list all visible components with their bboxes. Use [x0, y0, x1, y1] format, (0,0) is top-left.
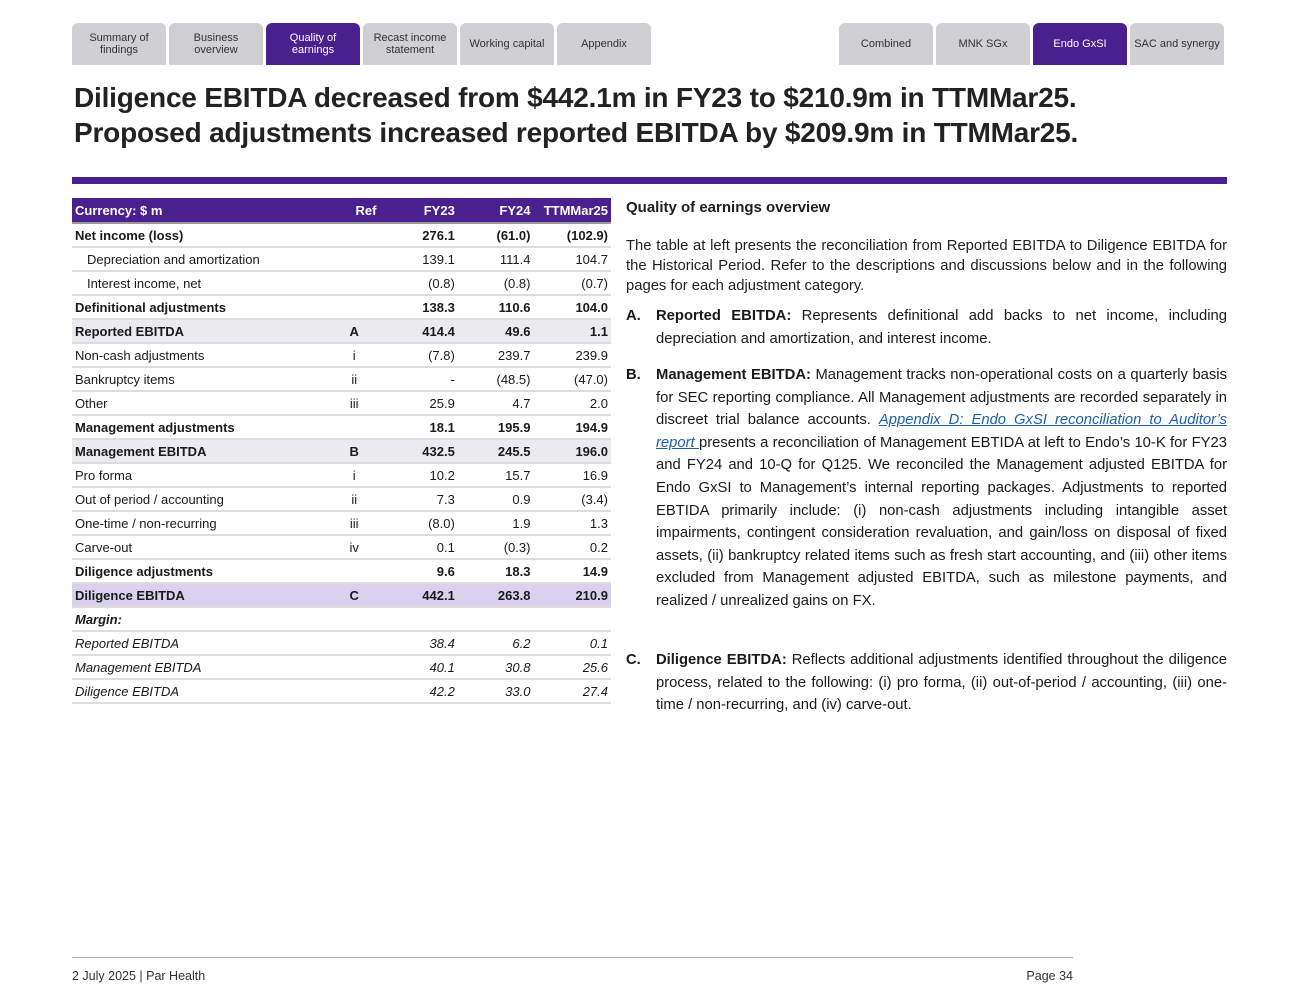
- row-value-fy23: 9.6: [379, 559, 457, 583]
- row-value-fy24: 6.2: [458, 631, 534, 655]
- commentary-heading: Quality of earnings overview: [626, 199, 831, 216]
- row-value-ttmmar25: 14.9: [533, 559, 611, 583]
- row-label: Management adjustments: [72, 415, 329, 439]
- entity-tabs: [839, 23, 1224, 65]
- row-value-fy23: 432.5: [379, 439, 457, 463]
- row-label: One-time / non-recurring: [72, 511, 329, 535]
- row-ref: [329, 415, 379, 439]
- row-value-ttmmar25: 196.0: [533, 439, 611, 463]
- column-header-ref: Ref: [329, 198, 379, 223]
- row-ref: [329, 271, 379, 295]
- table-row: [72, 271, 611, 295]
- row-value-fy23: (0.8): [379, 271, 457, 295]
- table-row: [72, 487, 611, 511]
- row-value-fy24: 245.5: [458, 439, 534, 463]
- row-value-fy23: -: [379, 367, 457, 391]
- row-value-fy24: 4.7: [458, 391, 534, 415]
- row-ref: [329, 607, 379, 631]
- row-value-ttmmar25: (47.0): [533, 367, 611, 391]
- row-value-fy24: (0.8): [458, 271, 534, 295]
- row-value-fy24: 49.6: [458, 319, 534, 343]
- table-row: [72, 295, 611, 319]
- row-value-fy23: 139.1: [379, 247, 457, 271]
- item-letter: A.: [626, 308, 641, 324]
- item-letter: C.: [626, 652, 641, 668]
- row-value-fy24: 30.8: [458, 655, 534, 679]
- row-ref: [329, 559, 379, 583]
- item-body: [656, 305, 1227, 350]
- row-value-fy23: 42.2: [379, 679, 457, 703]
- row-value-fy23: 138.3: [379, 295, 457, 319]
- row-ref: [329, 655, 379, 679]
- item-lead: Diligence EBITDA:: [656, 652, 787, 668]
- tab-working-capital[interactable]: Working capital: [460, 23, 554, 65]
- row-value-fy24: 239.7: [458, 343, 534, 367]
- table-row: [72, 631, 611, 655]
- table-row: [72, 367, 611, 391]
- tab-endo-gxsi[interactable]: Endo GxSI: [1033, 23, 1127, 65]
- title-divider: [72, 177, 1227, 184]
- item-text: Reflects additional adjustments identified throughout the diligence process, related to the following: (i) pro forma, (ii) out-of-period / accounting, (iii) one-time / non-recurring, and (iv) carve-out.: [656, 652, 1227, 714]
- row-value-ttmmar25: 104.0: [533, 295, 611, 319]
- table-row: [72, 583, 611, 607]
- table-row: [72, 391, 611, 415]
- row-value-fy24: 0.9: [458, 487, 534, 511]
- row-label: Reported EBITDA: [72, 319, 329, 343]
- table-row: [72, 463, 611, 487]
- row-label: Pro forma: [72, 463, 329, 487]
- row-value-fy24: [458, 607, 534, 631]
- table-row: [72, 655, 611, 679]
- row-value-fy24: 195.9: [458, 415, 534, 439]
- table-row: [72, 511, 611, 535]
- row-value-fy23: 38.4: [379, 631, 457, 655]
- column-header-fy23: FY23: [379, 198, 457, 223]
- row-value-ttmmar25: 210.9: [533, 583, 611, 607]
- row-value-fy24: 111.4: [458, 247, 534, 271]
- row-value-ttmmar25: 16.9: [533, 463, 611, 487]
- appendix-d-link[interactable]: Appendix D: Endo GxSI reconciliation to Auditor’s report: [656, 412, 1228, 451]
- row-ref: B: [329, 439, 379, 463]
- row-value-fy23: 40.1: [379, 655, 457, 679]
- table-row: [72, 607, 611, 631]
- row-label: Definitional adjustments: [72, 295, 329, 319]
- row-label: Margin:: [72, 607, 329, 631]
- item-lead: Reported EBITDA:: [656, 308, 792, 324]
- row-ref: i: [329, 463, 379, 487]
- row-label: Carve-out: [72, 535, 329, 559]
- row-value-fy24: 18.3: [458, 559, 534, 583]
- row-ref: C: [329, 583, 379, 607]
- row-ref: iii: [329, 391, 379, 415]
- row-value-fy24: 1.9: [458, 511, 534, 535]
- row-value-ttmmar25: 27.4: [533, 679, 611, 703]
- commentary-item-b: [626, 364, 1227, 613]
- table-row: [72, 415, 611, 439]
- row-label: Out of period / accounting: [72, 487, 329, 511]
- tab-quality-of-earnings[interactable]: Quality of earnings: [266, 23, 360, 65]
- column-header-fy24: FY24: [458, 198, 534, 223]
- footer-page-number: Page 34: [1026, 969, 1073, 983]
- row-label: Diligence adjustments: [72, 559, 329, 583]
- row-value-fy24: 15.7: [458, 463, 534, 487]
- tab-mnk-sgx[interactable]: MNK SGx: [936, 23, 1030, 65]
- row-value-fy23: 10.2: [379, 463, 457, 487]
- row-label: Management EBITDA: [72, 655, 329, 679]
- row-value-fy23: 18.1: [379, 415, 457, 439]
- row-label: Net income (loss): [72, 223, 329, 247]
- table-body: [72, 223, 611, 703]
- footer-divider: [72, 957, 1073, 958]
- row-value-ttmmar25: 194.9: [533, 415, 611, 439]
- commentary-item-a: [626, 305, 1227, 350]
- row-label: Depreciation and amortization: [72, 247, 329, 271]
- page-title: [74, 80, 1234, 150]
- row-ref: iii: [329, 511, 379, 535]
- table-row: [72, 439, 611, 463]
- row-ref: i: [329, 343, 379, 367]
- row-value-ttmmar25: 0.1: [533, 631, 611, 655]
- row-ref: [329, 295, 379, 319]
- item-letter: B.: [626, 367, 641, 383]
- table-row: [72, 679, 611, 703]
- row-label: Diligence EBITDA: [72, 679, 329, 703]
- row-value-fy23: (7.8): [379, 343, 457, 367]
- tab-sac-and-synergy[interactable]: SAC and synergy: [1130, 23, 1224, 65]
- commentary-intro: The table at left presents the reconciliation from Reported EBITDA to Diligence EBITDA for the Historical Period. Refer to the descriptions and discussions below and in the following pages for each adjustment category.: [626, 238, 1227, 294]
- row-ref: [329, 631, 379, 655]
- row-label: Other: [72, 391, 329, 415]
- item-body: [656, 364, 1227, 613]
- row-ref: [329, 223, 379, 247]
- row-label: Management EBITDA: [72, 439, 329, 463]
- quality-of-earnings-table: [72, 198, 611, 704]
- table-row: [72, 223, 611, 247]
- tab-combined[interactable]: Combined: [839, 23, 933, 65]
- table-row: [72, 319, 611, 343]
- row-ref: A: [329, 319, 379, 343]
- row-value-fy24: (48.5): [458, 367, 534, 391]
- row-value-ttmmar25: 25.6: [533, 655, 611, 679]
- section-tabs: [72, 23, 651, 65]
- row-value-fy24: 110.6: [458, 295, 534, 319]
- row-ref: iv: [329, 535, 379, 559]
- row-value-fy23: (8.0): [379, 511, 457, 535]
- row-value-ttmmar25: (102.9): [533, 223, 611, 247]
- page-title-line-1: Diligence EBITDA decreased from $442.1m in FY23 to $210.9m in TTMMar25.: [74, 82, 1077, 113]
- table-row: [72, 535, 611, 559]
- row-ref: [329, 679, 379, 703]
- table-row: [72, 247, 611, 271]
- row-value-ttmmar25: 239.9: [533, 343, 611, 367]
- row-label: Bankruptcy items: [72, 367, 329, 391]
- row-value-ttmmar25: 104.7: [533, 247, 611, 271]
- tab-appendix[interactable]: Appendix: [557, 23, 651, 65]
- row-value-ttmmar25: 0.2: [533, 535, 611, 559]
- item-lead: Management EBITDA:: [656, 367, 811, 383]
- tab-business-overview[interactable]: Business overview: [169, 23, 263, 65]
- row-ref: ii: [329, 367, 379, 391]
- commentary-item-c: [626, 649, 1227, 717]
- row-value-ttmmar25: (3.4): [533, 487, 611, 511]
- tab-summary-of-findings[interactable]: Summary of findings: [72, 23, 166, 65]
- column-header-ttmmar25: TTMMar25: [533, 198, 611, 223]
- page-title-line-2: Proposed adjustments increased reported EBITDA by $209.9m in TTMMar25.: [74, 117, 1079, 148]
- row-label: Diligence EBITDA: [72, 583, 329, 607]
- row-ref: [329, 247, 379, 271]
- row-value-fy23: 276.1: [379, 223, 457, 247]
- table-row: [72, 559, 611, 583]
- row-value-fy23: 7.3: [379, 487, 457, 511]
- item-body: [656, 649, 1227, 717]
- row-value-ttmmar25: 1.3: [533, 511, 611, 535]
- row-value-fy23: [379, 607, 457, 631]
- row-ref: ii: [329, 487, 379, 511]
- item-text: Represents definitional add backs to net income, including depreciation and amortization, and interest income.: [656, 308, 1228, 347]
- tab-recast-income-statement[interactable]: Recast income statement: [363, 23, 457, 65]
- row-label: Non-cash adjustments: [72, 343, 329, 367]
- row-value-fy23: 0.1: [379, 535, 457, 559]
- row-value-ttmmar25: [533, 607, 611, 631]
- row-value-fy24: (61.0): [458, 223, 534, 247]
- row-value-fy23: 414.4: [379, 319, 457, 343]
- table-row: [72, 343, 611, 367]
- item-text-after: presents a reconciliation of Management EBTIDA at left to Endo’s 10-K for FY23 and FY24 and 10-Q for Q125. We reconciled the Management adjusted EBITDA for Endo GxSI to Management’s internal reporting packages. Adjustments to reported EBTIDA primarily include: (i) non-cash adjustments including intangible asset impairments, contingent consideration revaluation, and gain/loss on disposal of fixed assets, (ii) bankruptcy related items such as fresh start accounting, and (iii) other items excluded from Management adjusted EBITDA, such as milestone payments, and realized / unrealized gains on FX.: [656, 434, 1228, 609]
- row-value-fy24: 263.8: [458, 583, 534, 607]
- row-label: Interest income, net: [72, 271, 329, 295]
- column-header-currency: Currency: $ m: [72, 198, 329, 223]
- row-value-ttmmar25: (0.7): [533, 271, 611, 295]
- row-value-fy24: 33.0: [458, 679, 534, 703]
- item-text-before: Management tracks non-operational costs on a quarterly basis for SEC reporting compliance. All Management adjustments are recorded separately in discreet trial balance accounts.: [656, 367, 1227, 429]
- row-value-ttmmar25: 1.1: [533, 319, 611, 343]
- table-header-row: [72, 198, 611, 223]
- row-value-fy23: 25.9: [379, 391, 457, 415]
- row-value-fy23: 442.1: [379, 583, 457, 607]
- row-value-ttmmar25: 2.0: [533, 391, 611, 415]
- row-value-fy24: (0.3): [458, 535, 534, 559]
- row-label: Reported EBITDA: [72, 631, 329, 655]
- footer-date-client: 2 July 2025 | Par Health: [72, 969, 206, 983]
